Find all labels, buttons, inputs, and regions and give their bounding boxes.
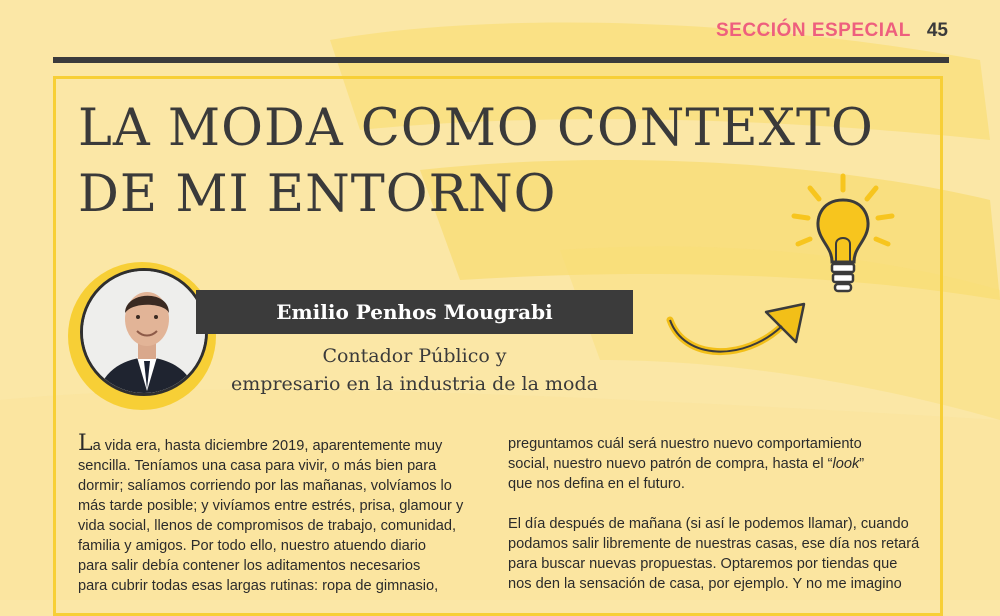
author-role-line-1: Contador Público y xyxy=(322,345,507,367)
title-line-1: LA MODA COMO CONTEXTO xyxy=(78,99,874,158)
body-line: nos den la sensación de casa, por ejemplo. Y no me imagino xyxy=(508,576,902,592)
body-line: dormir; salíamos corriendo por las mañanas, volvíamos lo xyxy=(78,478,452,494)
body-line: que nos defina en el futuro. xyxy=(508,476,685,492)
header-rule xyxy=(53,57,949,63)
body-line: preguntamos cuál será nuestro nuevo comportamiento xyxy=(508,436,862,452)
body-line: vida social, llenos de compromisos de trabajo, comunidad, xyxy=(78,518,457,534)
author-portrait xyxy=(83,271,208,396)
paragraph-gap xyxy=(508,494,926,514)
section-label: SECCIÓN ESPECIAL xyxy=(715,20,911,41)
body-line: para buscar nuevas propuestas. Optaremos por tiendas que xyxy=(508,556,898,572)
body-line xyxy=(78,431,496,456)
body-text: ” xyxy=(859,456,865,472)
title-line-2: DE MI ENTORNO xyxy=(78,165,557,224)
body-line: El día después de mañana (si así le podemos llamar), cuando xyxy=(508,516,909,532)
page-header xyxy=(716,20,948,42)
light-bulb-icon xyxy=(788,170,898,310)
body-line: podamos salir libremente de nuestras casas, ese día nos retará xyxy=(508,536,920,552)
article-title xyxy=(78,96,874,228)
body-text: social, nuestro nuevo patrón de compra, hasta el “ xyxy=(508,456,833,472)
author-avatar xyxy=(80,268,208,396)
author-role xyxy=(196,342,633,398)
body-column-left xyxy=(78,431,496,596)
author-role-line-2: empresario en la industria de la moda xyxy=(231,373,598,395)
author-name-bar xyxy=(196,290,633,334)
curved-arrow-icon xyxy=(664,290,814,370)
body-column-right xyxy=(508,434,926,594)
body-line: para salir debía contener los aditamentos necesarios xyxy=(78,558,421,574)
author-name: Emilio Penhos Mougrabi xyxy=(276,300,553,324)
body-line: para cubrir todas esas largas rutinas: ropa de gimnasio, xyxy=(78,578,439,594)
emphasis-text: look xyxy=(832,456,860,472)
page-number: 45 xyxy=(926,20,948,41)
body-line: familia y amigos. Por todo ello, nuestro atuendo diario xyxy=(78,538,427,554)
body-line: más tarde posible; y vivíamos entre estrés, prisa, glamour y xyxy=(78,498,464,514)
body-line: sencilla. Teníamos una casa para vivir, o más bien para xyxy=(78,458,437,474)
drop-cap: L xyxy=(78,431,93,456)
body-text: a vida era, hasta diciembre 2019, aparentemente muy xyxy=(92,438,443,454)
body-line xyxy=(508,454,926,474)
